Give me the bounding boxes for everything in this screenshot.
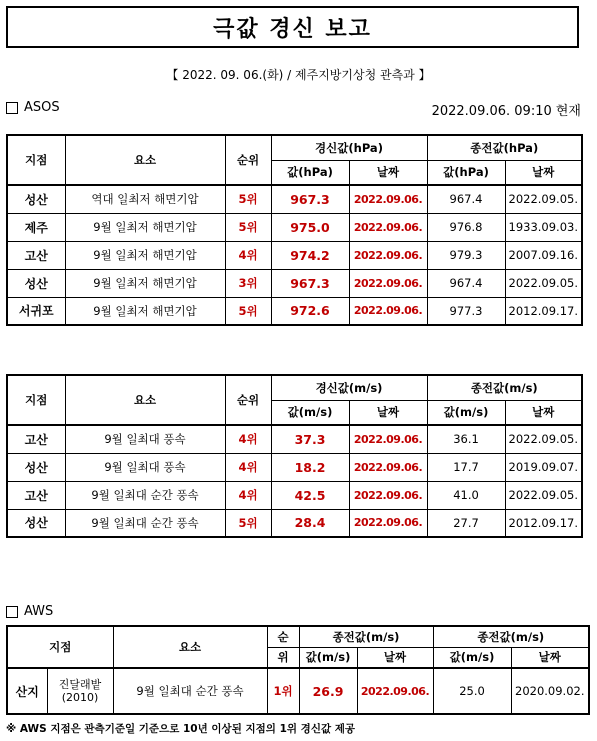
station-cell: 고산 — [7, 481, 65, 509]
table-row — [7, 185, 582, 213]
new-value-cell: 972.6 — [271, 297, 349, 325]
sub-station-name: 진달래밭 — [58, 678, 102, 691]
prev-value-cell: 27.7 — [427, 509, 505, 537]
prev-value-cell: 976.8 — [427, 213, 505, 241]
header-prev-value: 값(hPa) — [427, 160, 505, 185]
aws-label: AWS — [24, 604, 54, 619]
element-cell: 9월 일최대 풍속 — [65, 425, 225, 453]
prev-value-cell: 25.0 — [433, 668, 511, 714]
station-cell: 성산 — [7, 269, 65, 297]
new-date-cell: 2022.09.06. — [349, 241, 427, 269]
new-date-cell: 2022.09.06. — [349, 453, 427, 481]
wind-table — [6, 374, 583, 538]
rank-cell: 4위 — [225, 481, 271, 509]
header-prev-value: 값(m/s) — [433, 647, 511, 668]
header-new-value-group: 경신값(hPa) — [271, 135, 427, 160]
station-cell: 산지 — [7, 668, 47, 714]
new-date-cell: 2022.09.06. — [357, 668, 433, 714]
table-row — [7, 425, 582, 453]
table-row — [7, 668, 589, 714]
new-value-cell: 37.3 — [271, 425, 349, 453]
table-row — [7, 509, 582, 537]
rank-cell: 5위 — [225, 509, 271, 537]
new-value-cell: 967.3 — [271, 185, 349, 213]
prev-date-cell: 2022.09.05. — [505, 269, 582, 297]
header-prev-value: 값(m/s) — [427, 400, 505, 425]
new-date-cell: 2022.09.06. — [349, 213, 427, 241]
header-prev-date: 날짜 — [511, 647, 589, 668]
rank-cell: 4위 — [225, 425, 271, 453]
prev-value-cell: 36.1 — [427, 425, 505, 453]
prev-value-cell: 977.3 — [427, 297, 505, 325]
checkbox-square-icon — [6, 606, 18, 618]
prev-date-cell: 2022.09.05. — [505, 185, 582, 213]
new-value-cell: 974.2 — [271, 241, 349, 269]
station-cell: 성산 — [7, 509, 65, 537]
new-date-cell: 2022.09.06. — [349, 269, 427, 297]
table-row — [7, 481, 582, 509]
element-cell: 9월 일최대 풍속 — [65, 453, 225, 481]
prev-value-cell: 41.0 — [427, 481, 505, 509]
header-rank-top: 순 — [267, 626, 299, 647]
rank-cell: 5위 — [225, 185, 271, 213]
prev-value-cell: 17.7 — [427, 453, 505, 481]
new-value-cell: 42.5 — [271, 481, 349, 509]
rank-cell: 5위 — [225, 213, 271, 241]
table-row — [7, 213, 582, 241]
header-prev-value-group: 종전값(hPa) — [427, 135, 582, 160]
prev-date-cell: 1933.09.03. — [505, 213, 582, 241]
header-prev-date: 날짜 — [505, 160, 582, 185]
sub-station-year: (2010) — [61, 691, 99, 704]
station-cell: 서귀포 — [7, 297, 65, 325]
header-new-value-group: 경신값(m/s) — [271, 375, 427, 400]
new-date-cell: 2022.09.06. — [349, 509, 427, 537]
header-prev-date: 날짜 — [505, 400, 582, 425]
checkbox-square-icon — [6, 102, 18, 114]
rank-cell: 4위 — [225, 453, 271, 481]
rank-cell: 3위 — [225, 269, 271, 297]
rank-cell: 4위 — [225, 241, 271, 269]
prev-value-cell: 967.4 — [427, 185, 505, 213]
prev-date-cell: 2012.09.17. — [505, 297, 582, 325]
footnote: ※ AWS 지점은 관측기준일 기준으로 10년 이상된 지점의 1위 경신값 제공 — [6, 723, 356, 735]
sub-station-cell — [47, 668, 113, 714]
element-cell: 9월 일최대 순간 풍속 — [65, 481, 225, 509]
header-new-date: 날짜 — [357, 647, 433, 668]
header-prev-value-group: 종전값(m/s) — [427, 375, 582, 400]
report-title: 극값 경신 보고 — [6, 6, 579, 48]
new-value-cell: 28.4 — [271, 509, 349, 537]
header-new-date: 날짜 — [349, 160, 427, 185]
prev-date-cell: 2022.09.05. — [505, 425, 582, 453]
prev-date-cell: 2019.09.07. — [505, 453, 582, 481]
element-cell: 9월 일최저 해면기압 — [65, 297, 225, 325]
table-row — [7, 269, 582, 297]
pressure-table — [6, 134, 583, 326]
header-rank-bottom: 위 — [267, 647, 299, 668]
prev-value-cell: 979.3 — [427, 241, 505, 269]
element-cell: 9월 일최대 순간 풍속 — [113, 668, 267, 714]
prev-date-cell: 2007.09.16. — [505, 241, 582, 269]
station-cell: 고산 — [7, 241, 65, 269]
header-element: 요소 — [65, 375, 225, 425]
station-cell: 성산 — [7, 453, 65, 481]
new-value-cell: 967.3 — [271, 269, 349, 297]
prev-date-cell: 2020.09.02. — [511, 668, 589, 714]
report-subtitle: 【 2022. 09. 06.(화) / 제주지방기상청 관측과 】 — [166, 68, 431, 82]
prev-date-cell: 2012.09.17. — [505, 509, 582, 537]
new-date-cell: 2022.09.06. — [349, 185, 427, 213]
rank-cell: 5위 — [225, 297, 271, 325]
header-rank: 순위 — [225, 375, 271, 425]
station-cell: 제주 — [7, 213, 65, 241]
header-new-value: 값(m/s) — [271, 400, 349, 425]
header-new-value: 값(m/s) — [299, 647, 357, 668]
table-row — [7, 241, 582, 269]
prev-value-cell: 967.4 — [427, 269, 505, 297]
header-new-date: 날짜 — [349, 400, 427, 425]
element-cell: 역대 일최저 해면기압 — [65, 185, 225, 213]
rank-cell: 1위 — [267, 668, 299, 714]
header-element: 요소 — [113, 626, 267, 668]
new-date-cell: 2022.09.06. — [349, 481, 427, 509]
asos-section-header — [6, 100, 60, 115]
new-date-cell: 2022.09.06. — [349, 425, 427, 453]
element-cell: 9월 일최대 순간 풍속 — [65, 509, 225, 537]
asos-label: ASOS — [24, 100, 60, 115]
new-value-cell: 975.0 — [271, 213, 349, 241]
new-value-cell: 26.9 — [299, 668, 357, 714]
new-value-cell: 18.2 — [271, 453, 349, 481]
header-station: 지점 — [7, 626, 113, 668]
aws-table — [6, 625, 590, 715]
header-prev-value-group: 종전값(m/s) — [433, 626, 589, 647]
element-cell: 9월 일최저 해면기압 — [65, 269, 225, 297]
as-of-timestamp: 2022.09.06. 09:10 현재 — [431, 104, 581, 119]
element-cell: 9월 일최저 해면기압 — [65, 241, 225, 269]
new-date-cell: 2022.09.06. — [349, 297, 427, 325]
element-cell: 9월 일최저 해면기압 — [65, 213, 225, 241]
station-cell: 고산 — [7, 425, 65, 453]
header-station: 지점 — [7, 375, 65, 425]
prev-date-cell: 2022.09.05. — [505, 481, 582, 509]
header-station: 지점 — [7, 135, 65, 185]
header-element: 요소 — [65, 135, 225, 185]
table-row — [7, 453, 582, 481]
header-new-value-group: 종전값(m/s) — [299, 626, 433, 647]
header-rank: 순위 — [225, 135, 271, 185]
aws-section-header — [6, 604, 53, 619]
table-row — [7, 297, 582, 325]
header-new-value: 값(hPa) — [271, 160, 349, 185]
station-cell: 성산 — [7, 185, 65, 213]
